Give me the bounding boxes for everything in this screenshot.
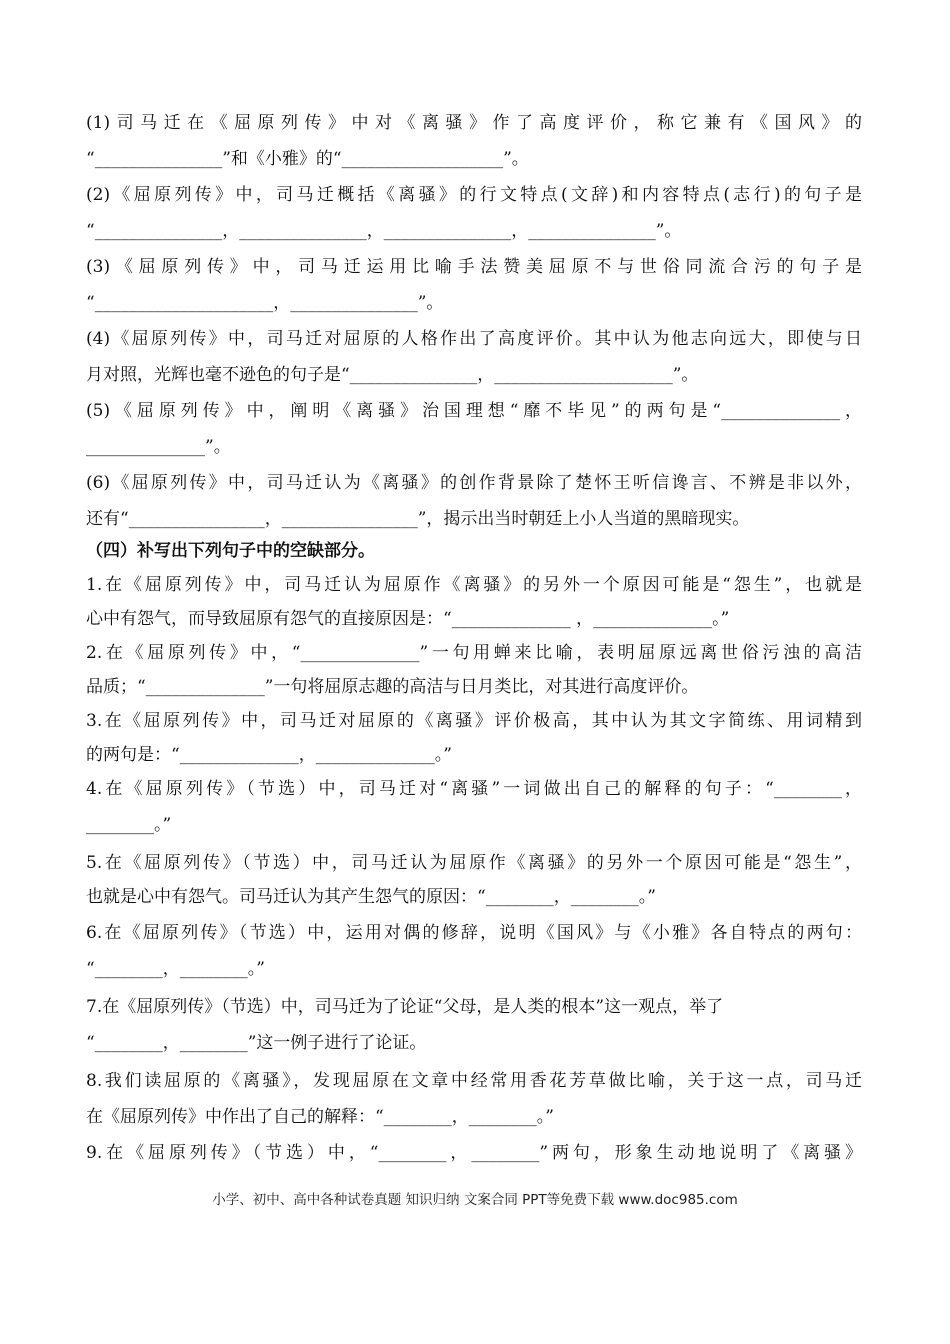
question-3-line-1: (3)《屈原列传》中，司马迁运用比喻手法赞美屈原不与世俗同流合污的句子是 (86, 257, 862, 277)
question-1-line-2: “_______________”和《小雅》的“___________________”。 (86, 149, 529, 169)
question-5-line-2: ______________”。 (86, 437, 231, 457)
question-2-line-1: (2)《屈原列传》中，司马迁概括《离骚》的行文特点(文辞)和内容特点(志行)的句子是 (86, 185, 862, 205)
question-2-line-2: “_______________，_______________，_______________，_______________”。 (86, 221, 682, 241)
item-5-line-2: 也就是心中有怨气。司马迁认为其产生怨气的原因：“________，________。” (86, 887, 656, 907)
item-2-line-1: 2.在《屈原列传》中，“______________”一句用蝉来比喻，表明屈原远离世俗污浊的高洁 (86, 643, 862, 663)
item-3-line-2: 的两句是：“______________，______________。” (86, 745, 452, 765)
question-6-line-1: (6)《屈原列传》中，司马迁认为《离骚》的创作背景除了楚怀王听信谗言、不辨是非以外， (86, 473, 862, 493)
question-6-line-2: 还有“________________，________________”，揭示出当时朝廷上小人当道的黑暗现实。 (86, 509, 750, 529)
question-4-line-1: (4)《屈原列传》中，司马迁对屈原的人格作出了高度评价。其中认为他志向远大，即使与日 (86, 329, 862, 349)
item-7-line-2: “________，________”这一例子进行了论证。 (86, 1033, 427, 1053)
page-footer: 小学、初中、高中各种试卷真题 知识归纳 文案合同 PPT等免费下载 www.doc985.com (212, 1192, 738, 1208)
item-8-line-1: 8.我们读屈原的《离骚》，发现屈原在文章中经常用香花芳草做比喻，关于这一点，司马迁 (86, 1071, 862, 1091)
item-5-line-1: 5.在《屈原列传》（节选）中，司马迁认为屈原作《离骚》的另外一个原因可能是“怨生”， (86, 853, 862, 873)
item-3-line-1: 3.在《屈原列传》中，司马迁对屈原的《离骚》评价极高，其中认为其文字简练、用词精到 (86, 711, 862, 731)
item-4-line-2: ________。” (86, 815, 172, 835)
item-1-line-2: 心中有怨气，而导致屈原有怨气的直接原因是：“______________ ，______________。” (86, 609, 730, 629)
item-7-line-1: 7.在《屈原列传》（节选）中，司马迁为了论证“父母，是人类的根本”这一观点，举了 (86, 997, 724, 1017)
item-1-line-1: 1.在《屈原列传》中，司马迁认为屈原作《离骚》的另外一个原因可能是“怨生”，也就是 (86, 575, 862, 595)
item-4-line-1: 4.在《屈原列传》（节选）中，司马迁对“离骚”一词做出自己的解释的句子：“________， (86, 779, 862, 799)
item-9-line-1: 9.在《屈原列传》（节选）中，“________，________”两句，形象生动地说明了《离骚》 (86, 1143, 862, 1163)
item-6-line-1: 6.在《屈原列传》（节选）中，运用对偶的修辞，说明《国风》与《小雅》各自特点的两句： (86, 923, 862, 943)
question-3-line-2: “_____________________，_______________”。 (86, 293, 444, 313)
question-4-line-2: 月对照，光辉也毫不逊色的句子是“_______________，_____________________”。 (86, 365, 699, 385)
section-heading: （四）补写出下列句子中的空缺部分。 (86, 541, 375, 561)
question-1-line-1: (1)司马迁在《屈原列传》中对《离骚》作了高度评价，称它兼有《国风》的 (86, 113, 862, 133)
item-8-line-2: 在《屈原列传》中作出了自己的解释：“________，________。” (86, 1107, 554, 1127)
item-2-line-2: 品质；“______________”一句将屈原志趣的高洁与日月类比，对其进行高度评价。 (86, 677, 699, 697)
question-5-line-1: (5)《屈原列传》中，阐明《离骚》治国理想“靡不毕见”的两句是“______________， (86, 401, 862, 421)
item-6-line-2: “________，________。” (86, 959, 265, 979)
